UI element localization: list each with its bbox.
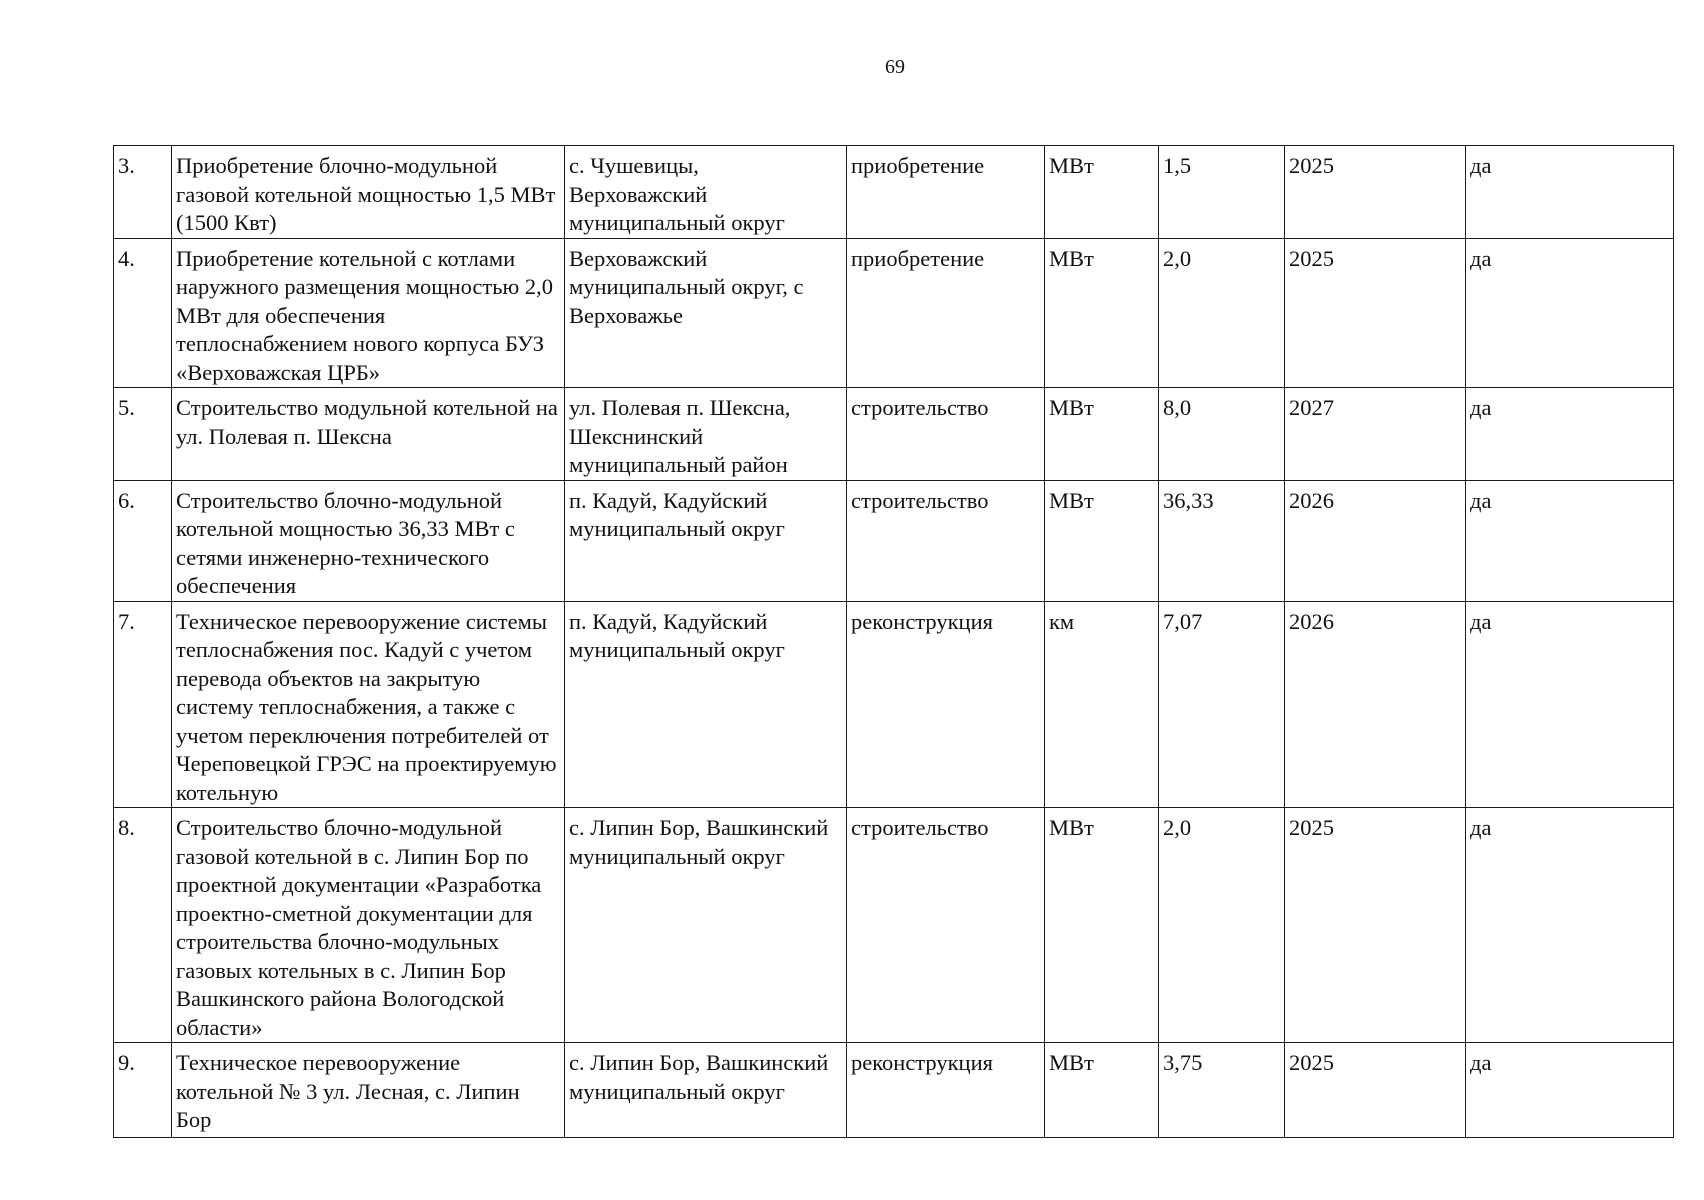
flag: да: [1466, 480, 1674, 601]
unit: МВт: [1045, 1043, 1159, 1138]
table-row: [114, 238, 1674, 388]
row-number: 6.: [114, 480, 172, 601]
project-name: Приобретение котельной с котлами наружного размещения мощностью 2,0 МВт для обеспечения теплоснабжением нового корпуса БУЗ «Верховажская ЦРБ»: [172, 238, 565, 388]
year: 2026: [1285, 601, 1466, 808]
year: 2025: [1285, 146, 1466, 239]
row-number: 7.: [114, 601, 172, 808]
year: 2025: [1285, 238, 1466, 388]
project-location: п. Кадуй, Кадуйский муниципальный округ: [565, 480, 847, 601]
table-row: [114, 601, 1674, 808]
table-row: [114, 146, 1674, 239]
project-location: Верховажский муниципальный округ, с Верховажье: [565, 238, 847, 388]
table-row: [114, 808, 1674, 1043]
year: 2025: [1285, 1043, 1466, 1138]
work-type: строительство: [847, 480, 1045, 601]
flag: да: [1466, 388, 1674, 481]
unit: МВт: [1045, 146, 1159, 239]
work-type: приобретение: [847, 146, 1045, 239]
year: 2025: [1285, 808, 1466, 1043]
table-row: [114, 1043, 1674, 1138]
page-number: 69: [885, 56, 905, 78]
unit: МВт: [1045, 388, 1159, 481]
year: 2027: [1285, 388, 1466, 481]
work-type: строительство: [847, 388, 1045, 481]
project-name: Строительство модульной котельной на ул. Полевая п. Шексна: [172, 388, 565, 481]
capacity-value: 36,33: [1159, 480, 1285, 601]
table-row: [114, 480, 1674, 601]
year: 2026: [1285, 480, 1466, 601]
project-name: Техническое перевооружение котельной № 3 ул. Лесная, с. Липин Бор: [172, 1043, 565, 1138]
row-number: 4.: [114, 238, 172, 388]
capacity-value: 7,07: [1159, 601, 1285, 808]
project-location: с. Липин Бор, Вашкинский муниципальный округ: [565, 1043, 847, 1138]
project-name: Приобретение блочно-модульной газовой котельной мощностью 1,5 МВт (1500 Квт): [172, 146, 565, 239]
row-number: 9.: [114, 1043, 172, 1138]
work-type: приобретение: [847, 238, 1045, 388]
project-name: Техническое перевооружение системы теплоснабжения пос. Кадуй с учетом перевода объектов на закрытую систему теплоснабжения, а также с учетом переключения потребителей от Череповецкой ГРЭС на проектируемую котельную: [172, 601, 565, 808]
row-number: 5.: [114, 388, 172, 481]
work-type: строительство: [847, 808, 1045, 1043]
capacity-value: 3,75: [1159, 1043, 1285, 1138]
work-type: реконструкция: [847, 1043, 1045, 1138]
capacity-value: 8,0: [1159, 388, 1285, 481]
flag: да: [1466, 238, 1674, 388]
unit: МВт: [1045, 238, 1159, 388]
project-location: ул. Полевая п. Шексна, Шекснинский муниципальный район: [565, 388, 847, 481]
project-name: Строительство блочно-модульной котельной мощностью 36,33 МВт с сетями инженерно-технического обеспечения: [172, 480, 565, 601]
capacity-value: 2,0: [1159, 238, 1285, 388]
capacity-value: 2,0: [1159, 808, 1285, 1043]
project-location: п. Кадуй, Кадуйский муниципальный округ: [565, 601, 847, 808]
project-name: Строительство блочно-модульной газовой котельной в с. Липин Бор по проектной документации «Разработка проектно-сметной документации для строительства блочно-модульных газовых котельных в с. Липин Бор Вашкинского района Вологодской области»: [172, 808, 565, 1043]
flag: да: [1466, 808, 1674, 1043]
unit: МВт: [1045, 480, 1159, 601]
unit: км: [1045, 601, 1159, 808]
unit: МВт: [1045, 808, 1159, 1043]
project-location: с. Липин Бор, Вашкинский муниципальный округ: [565, 808, 847, 1043]
work-type: реконструкция: [847, 601, 1045, 808]
capacity-value: 1,5: [1159, 146, 1285, 239]
project-location: с. Чушевицы, Верховажский муниципальный округ: [565, 146, 847, 239]
flag: да: [1466, 1043, 1674, 1138]
row-number: 8.: [114, 808, 172, 1043]
projects-table: [113, 145, 1674, 1138]
flag: да: [1466, 146, 1674, 239]
table-row: [114, 388, 1674, 481]
row-number: 3.: [114, 146, 172, 239]
flag: да: [1466, 601, 1674, 808]
